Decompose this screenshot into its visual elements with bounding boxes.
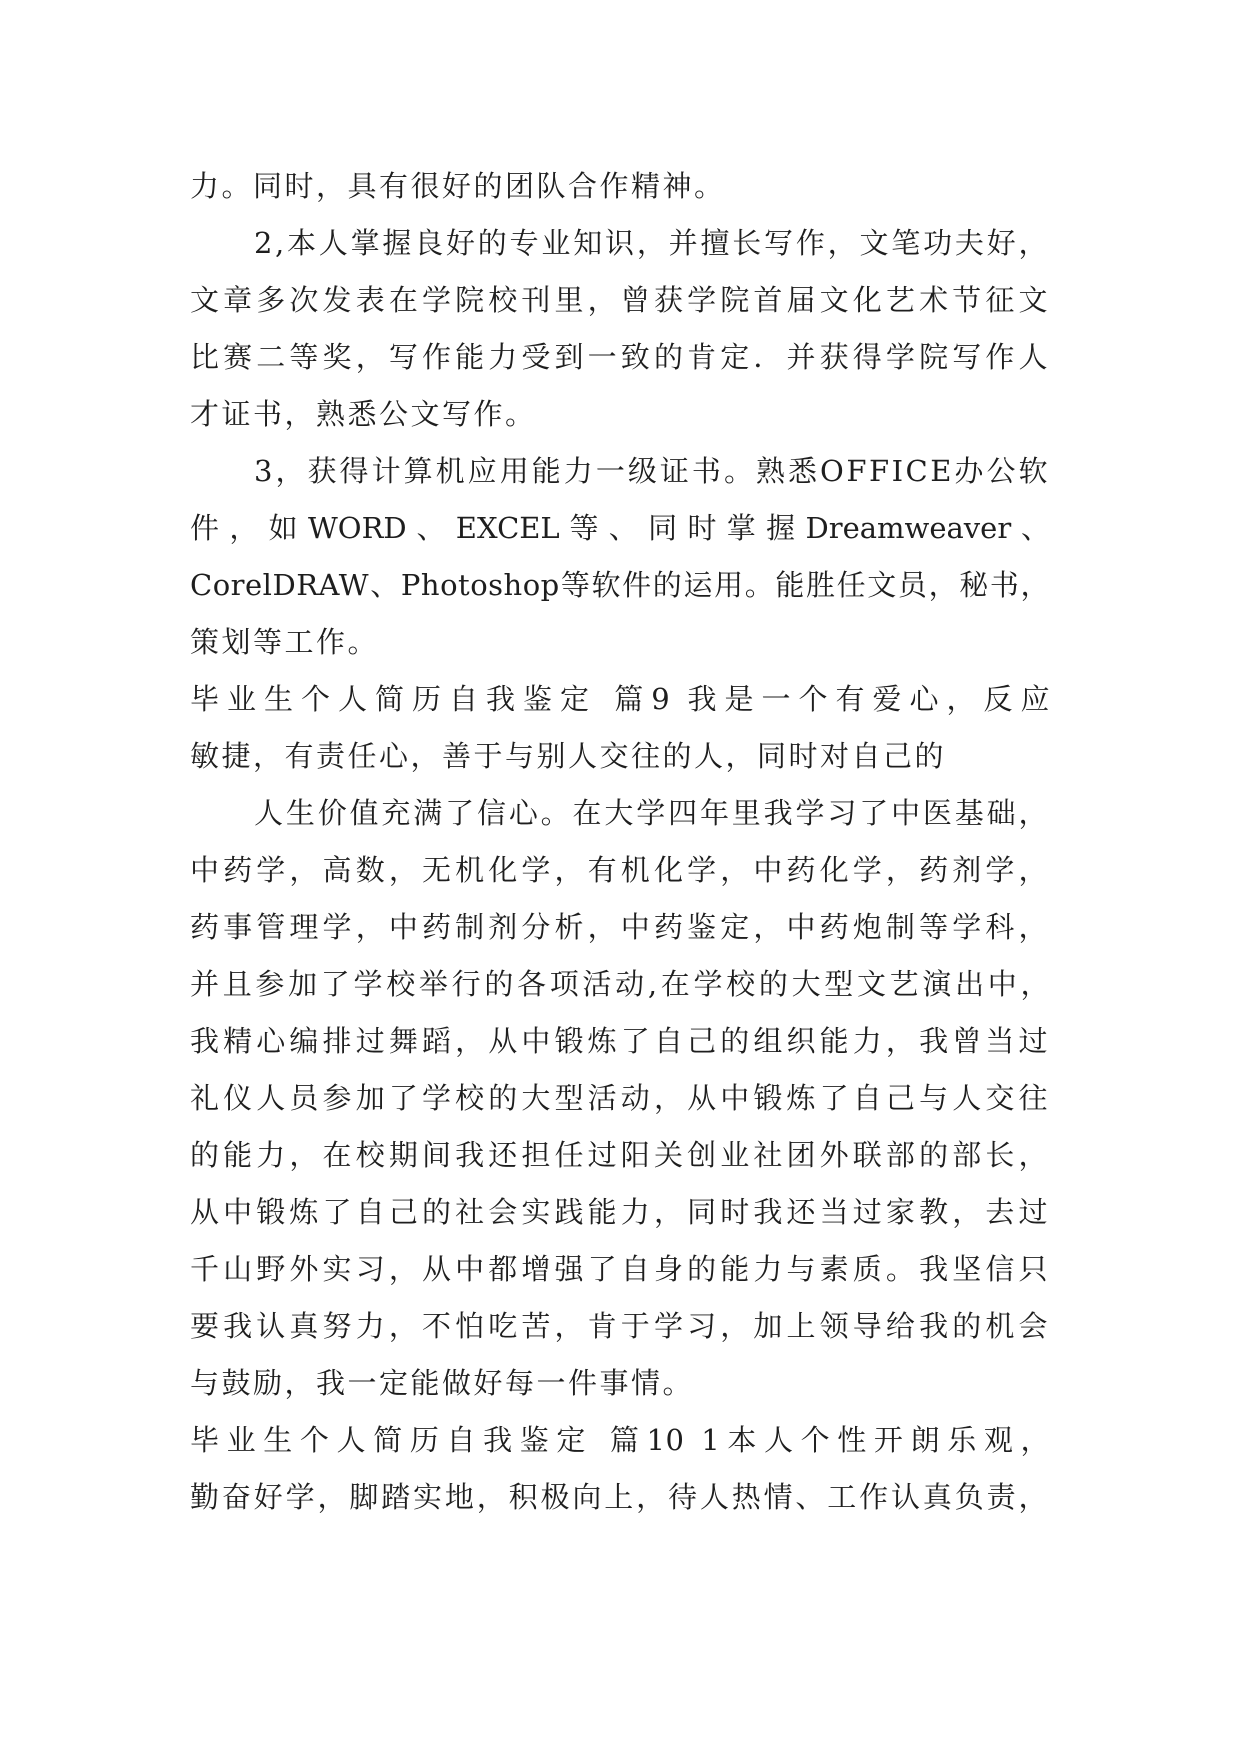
- text-line: 2,本人掌握良好的专业知识，并擅长写作，文笔功夫好，: [254, 226, 1050, 260]
- text-line: 中药学，高数，无机化学，有机化学，中药化学，药剂学，: [190, 853, 1050, 887]
- section-heading-9: 毕业生个人简历自我鉴定 篇9 我是一个有爱心，反应: [190, 682, 1050, 716]
- text-line: 要我认真努力，不怕吃苦，肯于学习，加上领导给我的机会: [190, 1309, 1050, 1343]
- text-line: 才证书，熟悉公文写作。: [190, 397, 537, 431]
- text-line: 3，获得计算机应用能力一级证书。熟悉OFFICE办公软: [254, 454, 1050, 488]
- text-line: 的能力，在校期间我还担任过阳关创业社团外联部的部长，: [190, 1138, 1050, 1172]
- text-line: CorelDRAW、Photoshop等软件的运用。能胜任文员，秘书，: [190, 568, 1050, 602]
- text-line: 礼仪人员参加了学校的大型活动，从中锻炼了自己与人交往: [190, 1081, 1050, 1115]
- text-line: 策划等工作。: [190, 625, 380, 659]
- text-line: 从中锻炼了自己的社会实践能力，同时我还当过家教，去过: [190, 1195, 1050, 1229]
- text-line: 敏捷，有责任心，善于与别人交往的人，同时对自己的: [190, 739, 947, 773]
- text-line: 比赛二等奖，写作能力受到一致的肯定．并获得学院写作人: [190, 340, 1050, 374]
- text-line: 我精心编排过舞蹈，从中锻炼了自己的组织能力，我曾当过: [190, 1024, 1050, 1058]
- text-line: 勤奋好学，脚踏实地，积极向上，待人热情、工作认真负责，: [190, 1480, 1050, 1514]
- section-heading-10: 毕业生个人简历自我鉴定 篇10 1本人个性开朗乐观，: [190, 1423, 1050, 1457]
- text-line: 药事管理学，中药制剂分析，中药鉴定，中药炮制等学科，: [190, 910, 1050, 944]
- text-line: 千山野外实习，从中都增强了自身的能力与素质。我坚信只: [190, 1252, 1050, 1286]
- text-line: 文章多次发表在学院校刊里，曾获学院首届文化艺术节征文: [190, 283, 1050, 317]
- text-line: 力。同时，具有很好的团队合作精神。: [190, 169, 726, 203]
- text-line: 件 ， 如 WORD 、 EXCEL 等 、 同 时 掌 握 Dreamweaver 、: [190, 511, 1050, 545]
- text-line: 并且参加了学校举行的各项活动,在学校的大型文艺演出中，: [190, 967, 1050, 1001]
- text-line: 与鼓励，我一定能做好每一件事情。: [190, 1366, 695, 1400]
- text-line: 人生价值充满了信心。在大学四年里我学习了中医基础，: [254, 796, 1050, 830]
